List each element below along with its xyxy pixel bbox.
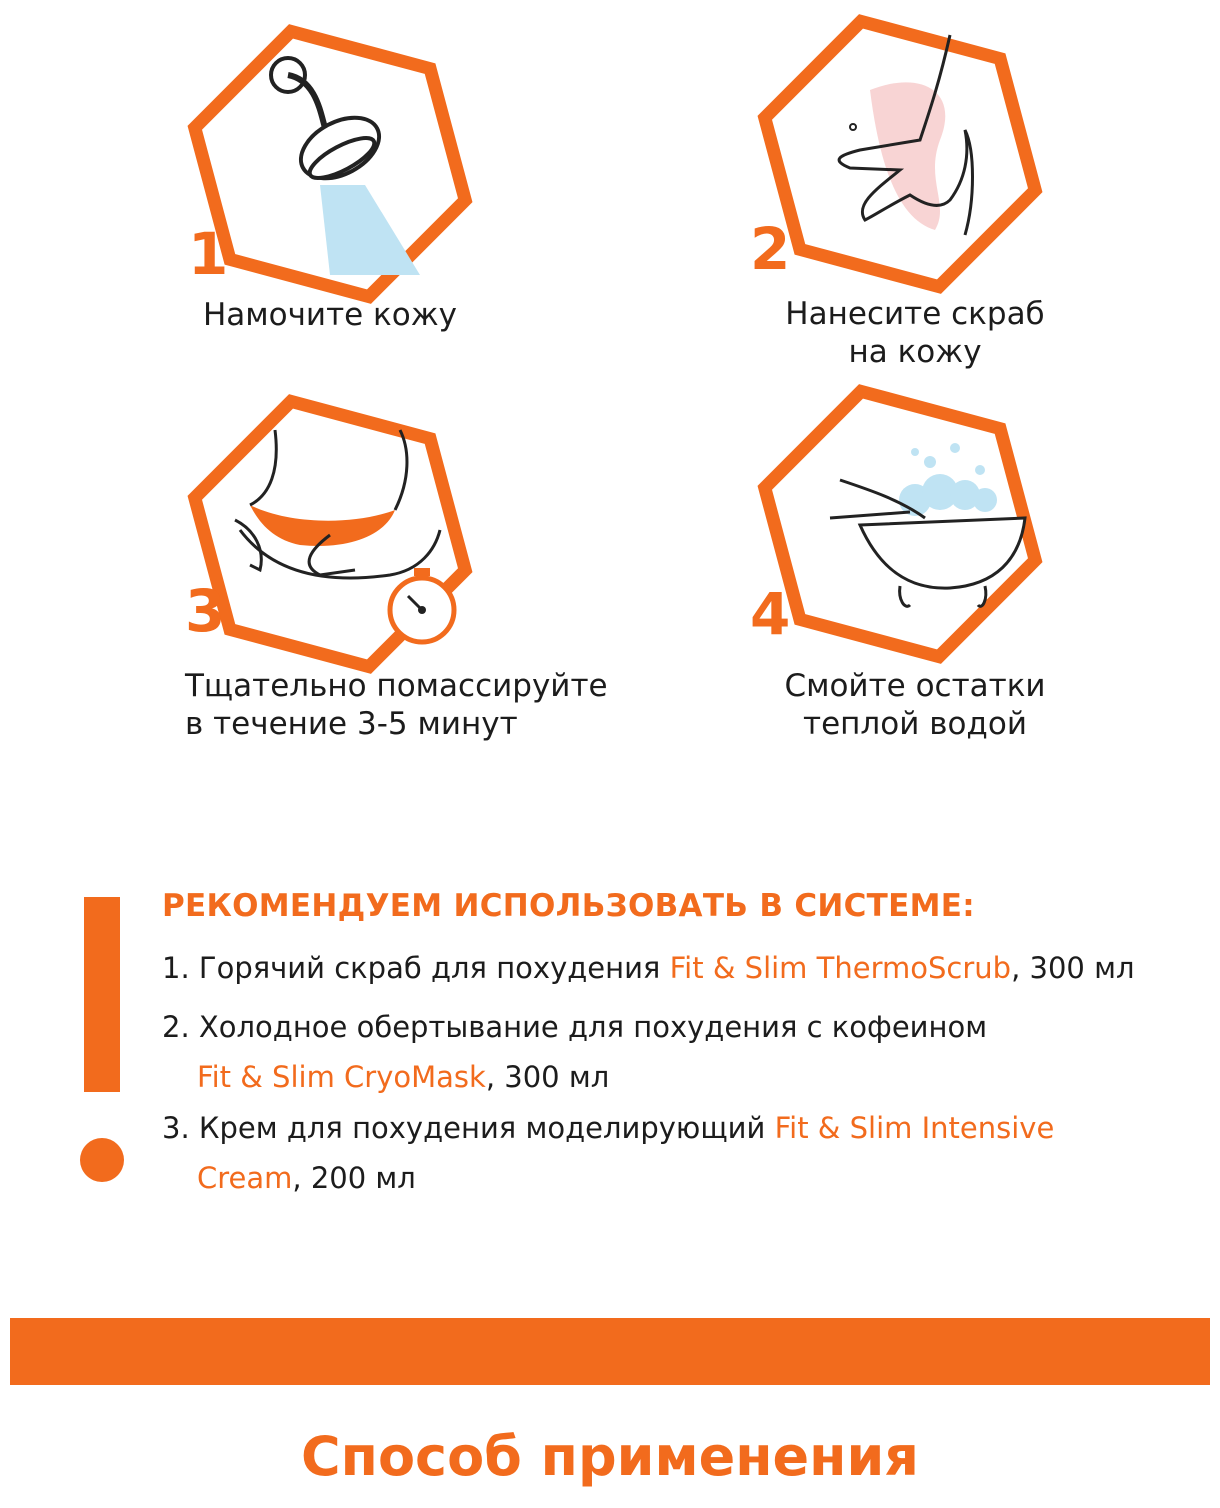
step-3 — [180, 410, 480, 650]
step-caption: Смойте остатки теплой водой — [784, 668, 1046, 742]
list-item: 2. Холодное обертывание для похудения с кофеином — [162, 1010, 988, 1044]
divider-bar — [10, 1318, 1210, 1385]
step-number: 1 — [188, 220, 229, 288]
step-caption: Тщательно помассируйте в течение 3-5 минут — [185, 668, 608, 742]
hand-applying-icon — [750, 30, 1050, 300]
recommend-heading: РЕКОМЕНДУЕМ ИСПОЛЬЗОВАТЬ В СИСТЕМЕ: — [162, 888, 975, 924]
list-item-continuation: Cream, 200 мл — [197, 1161, 416, 1195]
exclamation-mark-icon — [84, 897, 120, 1092]
step-number: 3 — [185, 577, 226, 645]
exclamation-dot-icon — [80, 1138, 124, 1182]
product-link[interactable]: Fit & Slim Intensive — [774, 1111, 1055, 1145]
step-number: 2 — [750, 215, 791, 283]
page-title: Способ применения — [301, 1425, 919, 1488]
step-caption: Намочите кожу — [202, 297, 458, 333]
list-item: 1. Горячий скраб для похудения Fit & Slim ThermoScrub, 300 мл — [162, 951, 1135, 985]
list-item-continuation: Fit & Slim CryoMask, 300 мл — [197, 1060, 610, 1094]
list-item: 3. Крем для похудения моделирующий Fit & Slim Intensive — [162, 1111, 1055, 1145]
product-link[interactable]: Fit & Slim ThermoScrub — [669, 951, 1012, 985]
step-1 — [180, 40, 480, 300]
step-4 — [750, 400, 1050, 650]
product-link[interactable]: Cream — [197, 1161, 293, 1195]
step-caption: Нанесите скраб на кожу — [785, 296, 1045, 370]
product-link[interactable]: Fit & Slim CryoMask — [197, 1060, 486, 1094]
step-number: 4 — [750, 580, 791, 648]
step-2 — [750, 30, 1050, 300]
bathtub-icon — [750, 400, 1050, 650]
